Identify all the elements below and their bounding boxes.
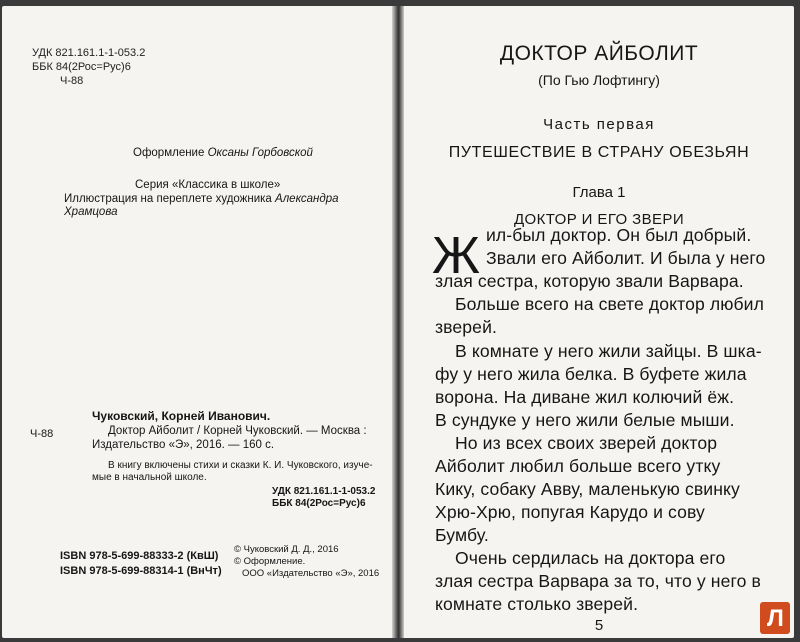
text-line-16: злая сестра Варвара за то, что у него в: [435, 571, 761, 591]
text-line-3: злая сестра, которую звали Варвара.: [435, 271, 744, 291]
text-line-14: Бумбу.: [435, 525, 489, 545]
part-title: ПУТЕШЕСТВИЕ В СТРАНУ ОБЕЗЬЯН: [448, 144, 750, 161]
page-number: 5: [594, 617, 604, 634]
right-page-text: [404, 6, 794, 638]
bbk-code-bottom: ББК 84(2Рос=Рус)6: [272, 498, 366, 509]
udc-code-top: УДК 821.161.1-1-053.2: [32, 47, 146, 59]
isbn-line-2: ISBN 978-5-699-88314-1 (ВнЧт): [60, 565, 222, 577]
series-line: Серия «Классика в школе»: [135, 179, 281, 191]
text-line-10: Но из всех своих зверей доктор: [455, 433, 718, 453]
text-line-13: Хрю-Хрю, попугая Карудо и сову: [435, 502, 705, 522]
author-heading: Чуковский, Корней Иванович.: [92, 409, 271, 423]
author-sign-top: Ч-88: [60, 75, 84, 87]
text-line-4: Больше всего на свете доктор любил: [455, 294, 764, 314]
design-credit: Оформление Оксаны Горбовской: [133, 147, 313, 159]
book-title: ДОКТОР АЙБОЛИТ: [499, 42, 699, 65]
annotation-line-1: В книгу включены стихи и сказки К. И. Чуковского, изуче-: [108, 460, 373, 471]
text-line-17: комнате столько зверей.: [435, 594, 639, 614]
text-line-11: Айболит любил больше всего утку: [435, 456, 721, 476]
text-line-5: зверей.: [435, 317, 497, 337]
copyright-line-3: ООО «Издательство «Э», 2016: [242, 568, 380, 579]
isbn-line-1: ISBN 978-5-699-88333-2 (КвШ): [60, 550, 219, 562]
publisher-logo: [760, 602, 790, 634]
publisher-logo-letter: Л: [767, 605, 784, 632]
text-line-12: Кику, собаку Авву, маленькую свинку: [435, 479, 740, 499]
udc-code-bottom: УДК 821.161.1-1-053.2: [272, 486, 376, 497]
book-gutter: [392, 6, 404, 638]
copyright-line-2: © Оформление.: [234, 556, 306, 567]
book-subtitle: (По Гью Лофтингу): [538, 72, 660, 88]
illustration-credit: Иллюстрация на переплете художника Александра Храмцова: [64, 193, 339, 218]
chapter-label: Глава 1: [572, 184, 626, 201]
bib-line-2: Издательство «Э», 2016. — 160 с.: [92, 439, 275, 451]
text-line-9: В сундуке у него жили белые мыши.: [435, 410, 735, 430]
text-line-6: В комнате у него жили зайцы. В шка-: [455, 341, 762, 361]
chapter-title: ДОКТОР И ЕГО ЗВЕРИ: [513, 211, 685, 228]
annotation-line-2: мые в начальной школе.: [92, 472, 207, 483]
text-line-2: Звали его Айболит. И была у него: [486, 248, 766, 268]
text-line-1: ил-был доктор. Он был добрый.: [486, 225, 752, 245]
text-line-8: ворона. На диване жил колючий ёж.: [435, 387, 735, 407]
bbk-code-top: ББК 84(2Рос=Рус)6: [32, 61, 131, 73]
left-page-copyright: [2, 6, 392, 638]
drop-cap: Ж: [432, 227, 481, 285]
copyright-line-1: © Чуковский Д. Д., 2016: [234, 544, 339, 555]
bib-line-1: Доктор Айболит / Корней Чуковский. — Москва :: [108, 425, 367, 437]
part-label: Часть первая: [543, 116, 655, 133]
margin-author-sign: Ч-88: [30, 428, 54, 440]
text-line-15: Очень сердилась на доктора его: [455, 548, 726, 568]
text-line-7: фу у него жила белка. В буфете жила: [435, 364, 747, 384]
